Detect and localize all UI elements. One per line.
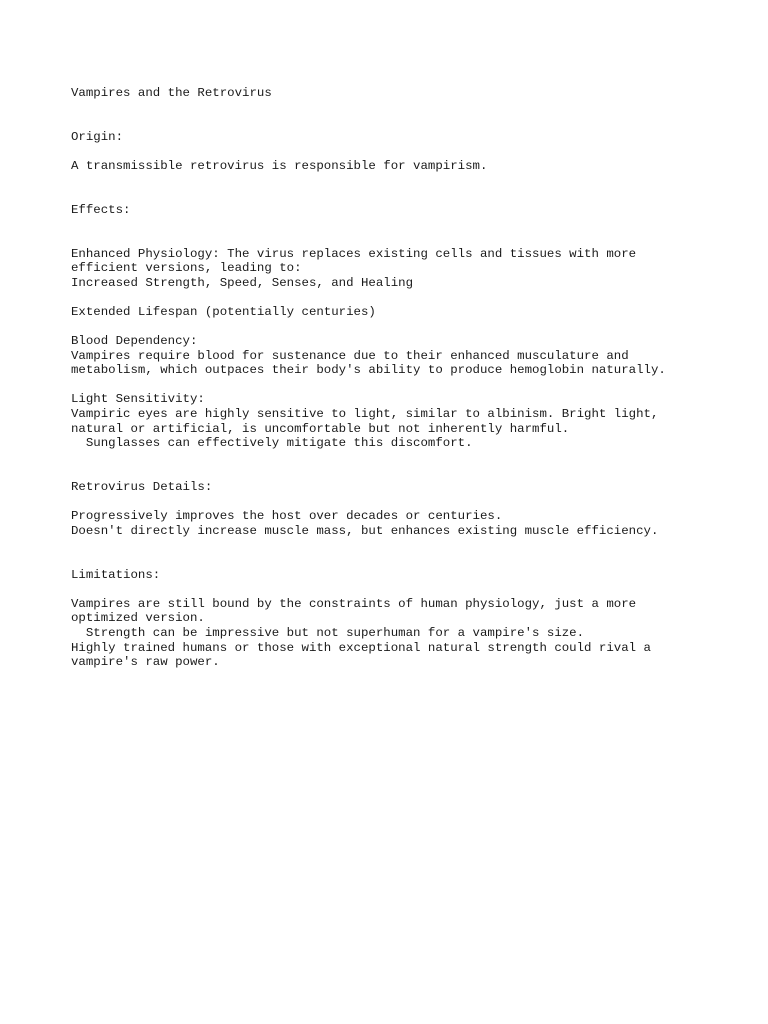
limitations-line: Vampires are still bound by the constraints of human physiology, just a more [71,596,637,611]
limitations-line: Strength can be impressive but not superhuman for a vampire's size. [71,625,585,640]
enhanced-physiology-line: Enhanced Physiology: The virus replaces existing cells and tissues with more [71,246,637,261]
enhanced-physiology-line: efficient versions, leading to: [71,261,302,276]
retrovirus-details-line: Progressively improves the host over decades or centuries. [71,509,503,524]
limitations-line: Highly trained humans or those with exceptional natural strength could rival a [71,640,651,655]
retrovirus-details-heading: Retrovirus Details: [71,480,213,495]
limitations-line: optimized version. [71,611,205,626]
enhanced-physiology-line: Increased Strength, Speed, Senses, and Healing [71,275,414,290]
limitations-heading: Limitations: [71,567,161,582]
document-page [71,86,711,670]
document-title: Vampires and the Retrovirus [71,86,272,100]
extended-lifespan-line: Extended Lifespan (potentially centuries) [71,304,376,319]
light-sensitivity-line: natural or artificial, is uncomfortable but not inherently harmful. [71,421,570,436]
blood-dependency-heading: Blood Dependency: [71,334,198,349]
light-sensitivity-line: Sunglasses can effectively mitigate this discomfort. [71,436,473,451]
effects-heading: Effects: [71,202,131,217]
origin-heading: Origin: [71,129,124,144]
limitations-line: vampire's raw power. [71,655,220,670]
blood-dependency-line: Vampires require blood for sustenance due to their enhanced musculature and [71,348,629,363]
light-sensitivity-heading: Light Sensitivity: [71,392,205,407]
origin-text: A transmissible retrovirus is responsible for vampirism. [71,158,488,173]
retrovirus-details-line: Doesn't directly increase muscle mass, but enhances existing muscle efficiency. [71,523,659,538]
light-sensitivity-line: Vampiric eyes are highly sensitive to light, similar to albinism. Bright light, [71,407,659,422]
blood-dependency-line: metabolism, which outpaces their body's ability to produce hemoglobin naturally. [71,363,666,378]
